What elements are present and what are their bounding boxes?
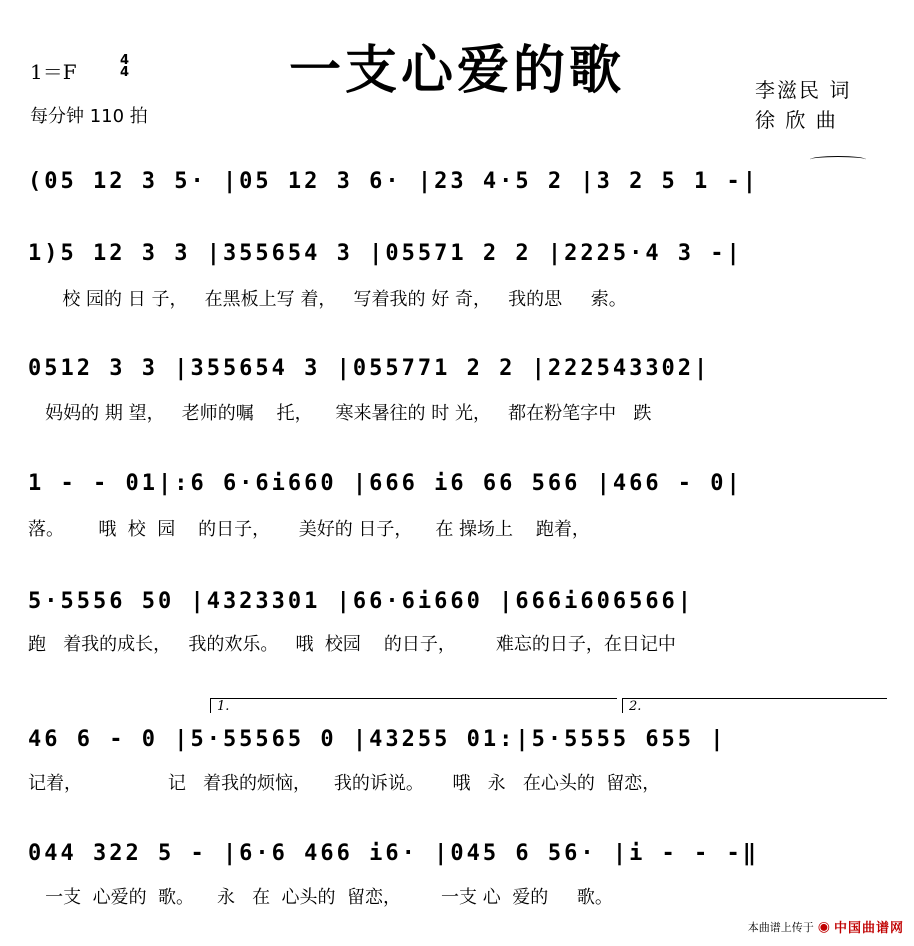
site-logo-icon: ◉: [817, 918, 830, 935]
upload-text: 本曲谱上传于: [747, 920, 814, 934]
site-footer: [748, 917, 904, 936]
meter-bottom: 4: [120, 65, 130, 80]
score-line-5: 5·5556 50 |4323301 |66·6i660 |666i606566|: [28, 589, 695, 614]
score-line-6: 46 6 - 0 |5·55565 0 |43255 01:|5·5555 655 |: [28, 727, 727, 752]
second-ending-bracket: 2.: [622, 698, 887, 713]
first-ending-bracket: 1.: [210, 698, 617, 713]
lyric-line-7: 一支 心爱的 歌。 永 在 心头的 留恋， 一支 心 爱的 歌。: [28, 887, 613, 908]
tie-mark: [810, 156, 866, 163]
song-title: 一支心爱的歌: [288, 41, 625, 101]
site-name: 中国曲谱网: [833, 921, 904, 936]
lyric-line-2: 校 园的 日 子， 在黑板上写 着， 写着我的 好 奇， 我的思 索。: [28, 289, 627, 310]
tempo-marking: 每分钟 110 拍: [30, 106, 148, 127]
composer-credit: 徐 欣 曲: [755, 108, 838, 132]
score-line-4: 1 - - 01|:6 6·6i660 |666 i6 66 566 |466 - 0|: [28, 471, 743, 496]
score-line-1: (05 12 3 5· |05 12 3 6· |23 4·5 2 |3 2 5 1 -|: [28, 169, 760, 194]
key-signature: 1＝F: [30, 60, 77, 84]
score-line-3: 0512 3 3 |355654 3 |055771 2 2 |222543302|: [28, 356, 711, 381]
time-signature: [120, 55, 129, 79]
score-line-7: 044 322 5 - |6·6 466 i6· |045 6 56· |i - - -‖: [28, 841, 760, 866]
lyric-line-6: 记着， 记 着我的烦恼， 我的诉说。 哦 永 在心头的 留恋，: [28, 773, 661, 794]
lyricist-credit: 李滋民 词: [755, 78, 852, 102]
lyric-line-4: 落。 哦 校 园 的日子， 美好的 日子， 在 操场上 跑着，: [28, 519, 590, 540]
score-line-2: 1)5 12 3 3 |355654 3 |05571 2 2 |2225·4 3 -|: [28, 241, 743, 266]
meter-top: 4: [120, 53, 130, 68]
lyric-line-5: 跑 着我的成长， 我的欢乐。 哦 校园 的日子， 难忘的日子，在日记中: [28, 634, 676, 655]
lyric-line-3: 妈妈的 期 望， 老师的嘱 托， 寒来暑往的 时 光， 都在粉笔字中 跌: [28, 403, 652, 424]
